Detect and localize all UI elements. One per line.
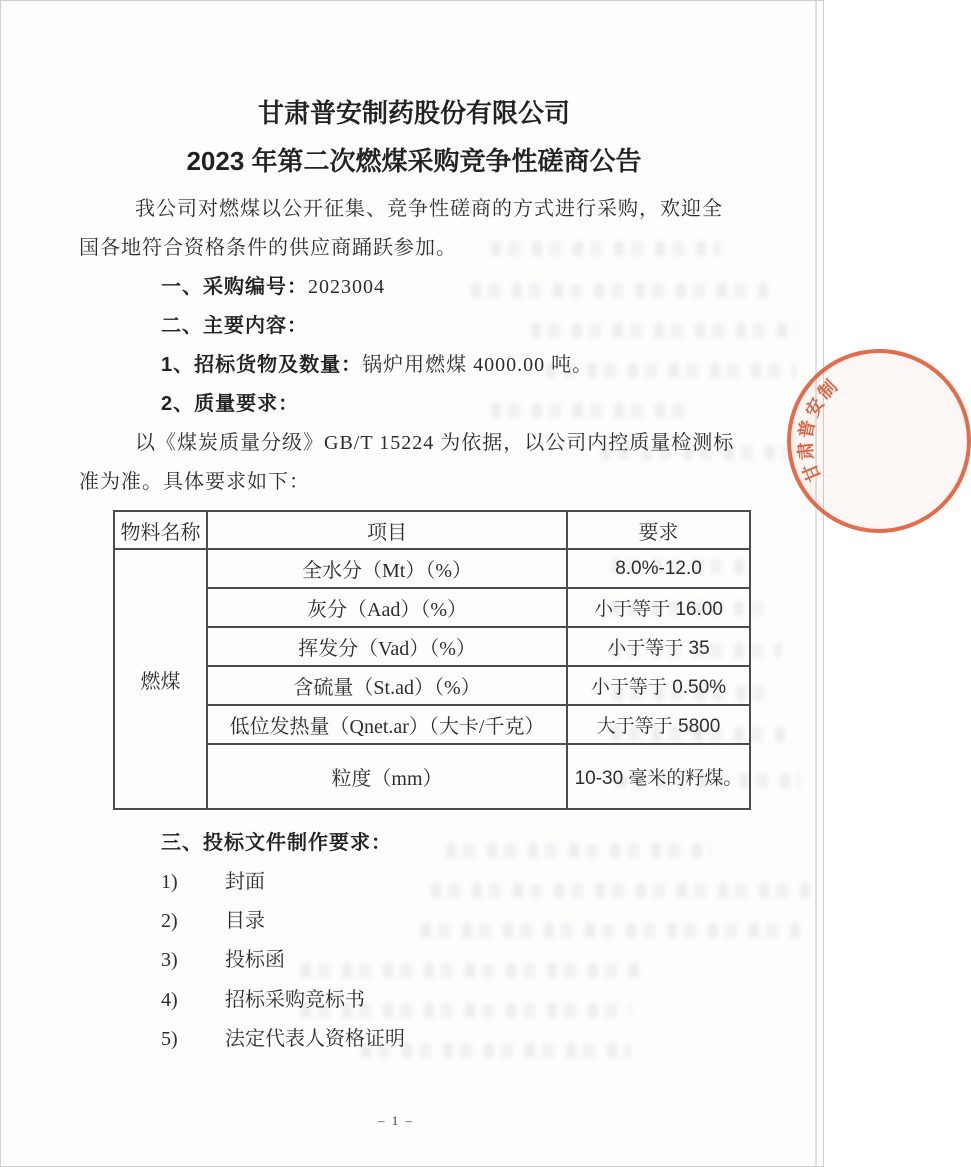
section-3-label: 三、投标文件制作要求： — [161, 832, 392, 854]
list-item-number: 1) — [161, 871, 178, 893]
material-name-cell: 燃煤 — [114, 549, 207, 809]
requirement-cell: 大于等于 5800 — [567, 705, 750, 744]
list-item — [79, 902, 749, 941]
item-2-label: 2、质量要求： — [161, 393, 300, 415]
list-item-number: 4) — [161, 988, 178, 1011]
requirement-cell: 小于等于 0.50% — [567, 666, 750, 705]
table-row — [114, 549, 750, 588]
item-cell: 挥发分（Vad）（%） — [207, 627, 567, 666]
intro-line-2: 国各地符合资格条件的供应商踊跃参加。 — [79, 237, 457, 259]
document-title: 甘肃普安制药股份有限公司 — [257, 98, 570, 128]
table-row — [114, 588, 750, 627]
list-item-text: 招标采购竞标书 — [225, 988, 365, 1011]
table-row — [114, 666, 750, 705]
list-item — [79, 941, 749, 980]
list-item — [79, 1020, 749, 1059]
item-cell: 含硫量（St.ad）（%） — [207, 666, 567, 705]
section-2-heading — [79, 307, 749, 346]
section-2-item-2 — [79, 385, 749, 424]
section-1-heading — [79, 268, 749, 307]
requirement-cell: 8.0%-12.0 — [567, 549, 750, 588]
table-row — [114, 627, 750, 666]
section-3-heading — [79, 824, 749, 863]
page-number: – 1 – — [378, 1113, 414, 1128]
quality-requirements-table — [113, 510, 751, 810]
seal-character: 普 — [795, 418, 819, 440]
section-1-label: 一、采购编号： — [161, 276, 308, 298]
requirement-cell: 小于等于 35 — [567, 627, 750, 666]
list-item-number: 2) — [161, 910, 178, 933]
item-cell: 低位发热量（Qnet.ar）（大卡/千克） — [207, 705, 567, 744]
list-item-text: 投标函 — [225, 949, 285, 972]
table-row — [114, 744, 750, 809]
column-header-requirement: 要求 — [567, 511, 750, 549]
list-item-text: 封面 — [225, 871, 265, 893]
list-item-text: 法定代表人资格证明 — [225, 1027, 405, 1050]
table-row — [114, 705, 750, 744]
quality-basis-paragraph — [79, 424, 749, 502]
seal-character: 肃 — [795, 440, 817, 461]
item-1-label: 1、招标货物及数量： — [161, 354, 363, 376]
item-cell: 粒度（mm） — [207, 744, 567, 809]
seal-character: 甘 — [799, 460, 825, 485]
list-item-number: 3) — [161, 949, 178, 972]
scan-edge-line — [815, 1, 817, 1166]
seal-character: 制 — [814, 376, 842, 404]
quality-basis-line-1: 以《煤炭质量分级》GB/T 15224 为依据，以公司内控质量检测标 — [135, 432, 735, 454]
section-2-label: 二、主要内容： — [161, 315, 308, 337]
section-2-item-1 — [79, 346, 749, 385]
intro-paragraph — [79, 190, 749, 268]
requirement-cell: 10-30 毫米的籽煤。 — [567, 744, 750, 809]
list-item — [79, 981, 749, 1020]
item-1-value: 锅炉用燃煤 4000.00 吨。 — [362, 354, 594, 376]
quality-basis-line-2: 准为准。具体要求如下： — [79, 471, 310, 493]
document-subtitle: 2023 年第二次燃煤采购竞争性磋商公告 — [186, 146, 642, 176]
list-item — [79, 863, 749, 902]
column-header-material: 物料名称 — [114, 511, 207, 549]
item-cell: 全水分（Mt）（%） — [207, 549, 567, 588]
company-seal-stamp — [787, 349, 971, 533]
requirement-cell: 小于等于 16.00 — [567, 588, 750, 627]
table-header-row — [114, 511, 750, 549]
bid-documents-list — [79, 863, 749, 1059]
column-header-item: 项目 — [207, 511, 567, 549]
intro-line-1: 我公司对燃煤以公开征集、竞争性磋商的方式进行采购，欢迎全 — [135, 198, 723, 220]
list-item-number: 5) — [161, 1027, 178, 1050]
procurement-number: 2023004 — [308, 276, 385, 298]
list-item-text: 目录 — [225, 910, 265, 933]
document-content — [79, 97, 749, 1059]
item-cell: 灰分（Aad）（%） — [207, 588, 567, 627]
seal-character: 安 — [801, 394, 828, 421]
